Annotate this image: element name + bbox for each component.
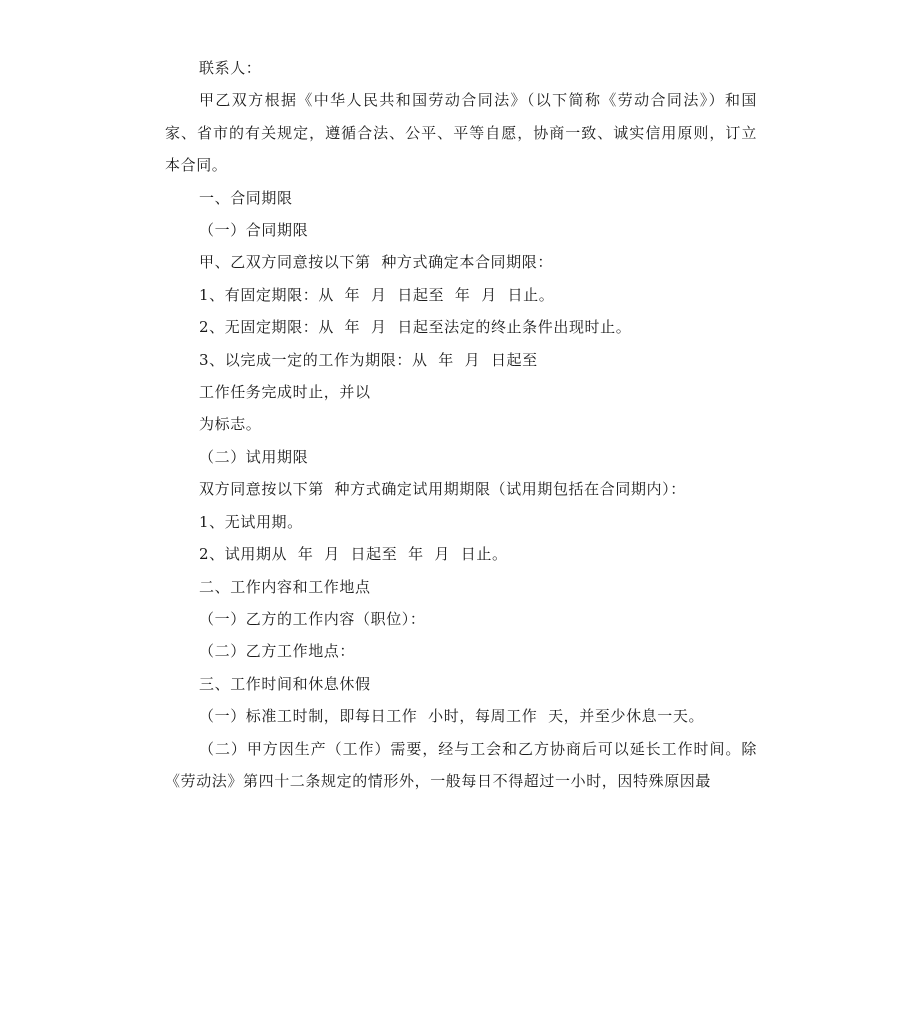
no-probation-clause: 1、无试用期。 xyxy=(199,512,303,531)
section-heading-work-content: 二、工作内容和工作地点 xyxy=(199,577,371,596)
work-content-line: （一）乙方的工作内容（职位）： xyxy=(199,609,426,628)
preamble-paragraph: 甲乙双方根据《中华人民共和国劳动合同法》（以下简称《劳动合同法》）和国家、省市的有关规定，遵循合法、公平、平等自愿，协商一致、诚实信用原则，订立本合同。 xyxy=(165,91,757,175)
standard-hours-clause: （一）标准工时制，即每日工作 小时，每周工作 天，并至少休息一天。 xyxy=(199,707,705,726)
document-body xyxy=(165,52,757,797)
task-term-completion-line: 工作任务完成时止，并以 xyxy=(199,383,371,402)
section-heading-working-hours: 三、工作时间和休息休假 xyxy=(199,674,371,693)
section-heading-contract-term: 一、合同期限 xyxy=(199,188,293,207)
probation-method-paragraph: 双方同意按以下第 种方式确定试用期期限（试用期包括在合同期内）： xyxy=(199,480,686,499)
subsection-probation-term: （二）试用期限 xyxy=(199,447,309,466)
fixed-term-clause: 1、有固定期限：从 年 月 日起至 年 月 日止。 xyxy=(199,285,555,304)
probation-period-clause: 2、试用期从 年 月 日起至 年 月 日止。 xyxy=(199,545,508,564)
term-method-paragraph: 甲、乙双方同意按以下第 种方式确定本合同期限： xyxy=(199,253,553,272)
contact-person-line: 联系人： xyxy=(199,59,262,77)
work-location-line: （二）乙方工作地点： xyxy=(199,642,356,661)
task-term-clause: 3、以完成一定的工作为期限：从 年 月 日起至 xyxy=(199,350,538,369)
overtime-clause: （二）甲方因生产（工作）需要，经与工会和乙方协商后可以延长工作时间。除《劳动法》第四十二条规定的情形外，一般每日不得超过一小时，因特殊原因最 xyxy=(165,739,757,790)
open-term-clause: 2、无固定期限：从 年 月 日起至法定的终止条件出现时止。 xyxy=(199,318,632,337)
task-term-marker-line: 为标志。 xyxy=(199,415,262,434)
subsection-contract-term: （一）合同期限 xyxy=(199,221,309,240)
